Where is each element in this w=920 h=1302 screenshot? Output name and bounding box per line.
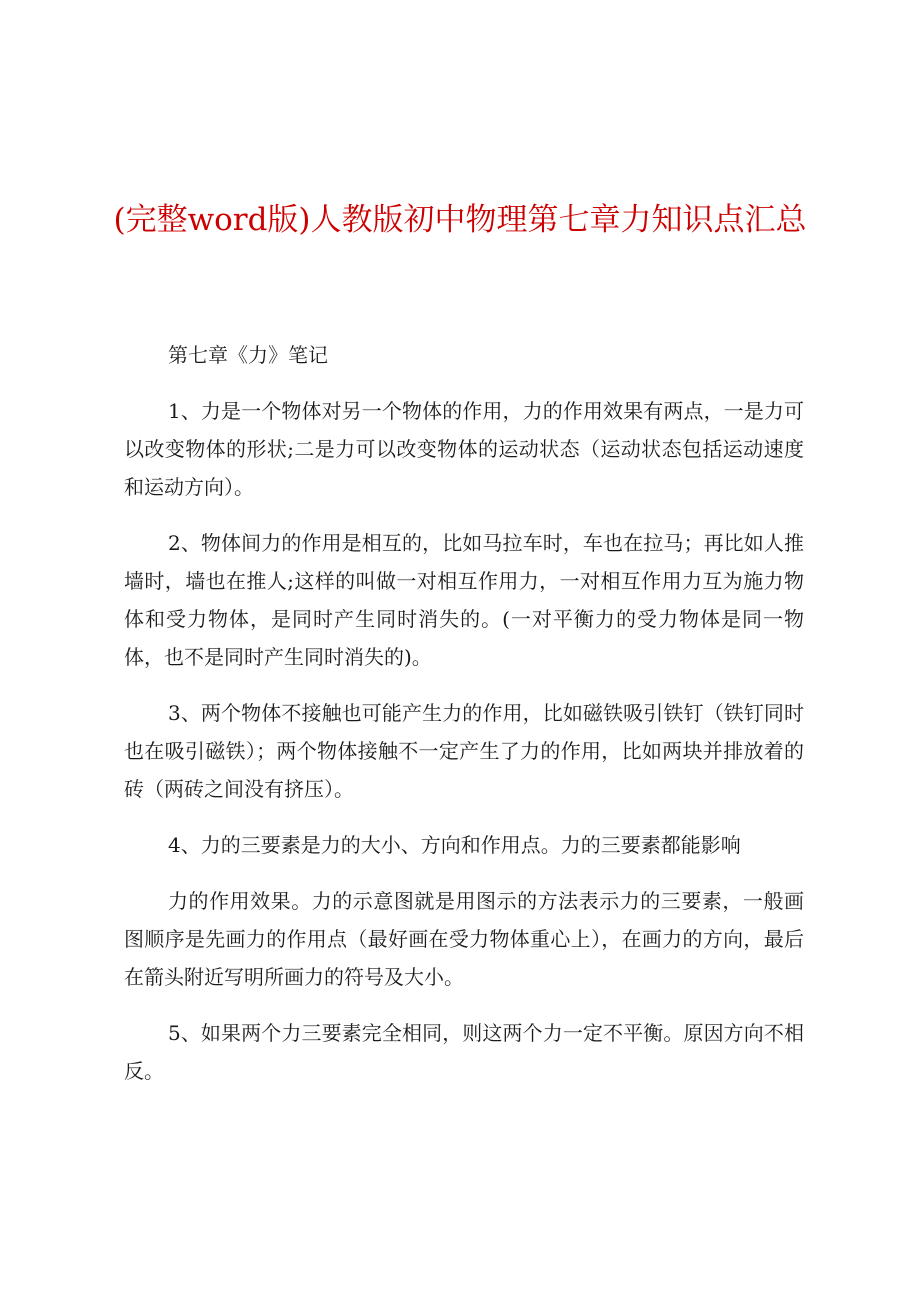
paragraph-2: 2、物体间力的作用是相互的，比如马拉车时，车也在拉马；再比如人推墙时，墙也在推人;这样的叫做一对相互作用力，一对相互作用力互为施力物体和受力物体，是同时产生同时消失的。(一对平衡力的受力物体是同一物体，也不是同时产生同时消失的)。: [124, 531, 804, 669]
paragraph-1: 1、力是一个物体对另一个物体的作用，力的作用效果有两点，一是力可以改变物体的形状;二是力可以改变物体的运动状态（运动状态包括运动速度和运动方向）。: [124, 399, 804, 499]
paragraph-4-continued: 力的作用效果。力的示意图就是用图示的方法表示力的三要素，一般画图顺序是先画力的作用点（最好画在受力物体重心上），在画力的方向，最后在箭头附近写明所画力的符号及大小。: [124, 889, 804, 989]
document-body: [124, 336, 804, 1090]
document-title: (完整word版)人教版初中物理第七章力知识点汇总: [113, 202, 807, 238]
paragraph-5: 5、如果两个力三要素完全相同，则这两个力一定不平衡。原因方向不相反。: [124, 1021, 804, 1083]
paragraph-3: 3、两个物体不接触也可能产生力的作用，比如磁铁吸引铁钉（铁钉同时也在吸引磁铁）；两个物体接触不一定产生了力的作用，比如两块并排放着的砖（两砖之间没有挤压）。: [124, 701, 804, 801]
paragraph-4-first-line: 4、力的三要素是力的大小、方向和作用点。力的三要素都能影响: [168, 833, 741, 857]
notes-heading: 第七章《力》笔记: [168, 343, 328, 367]
